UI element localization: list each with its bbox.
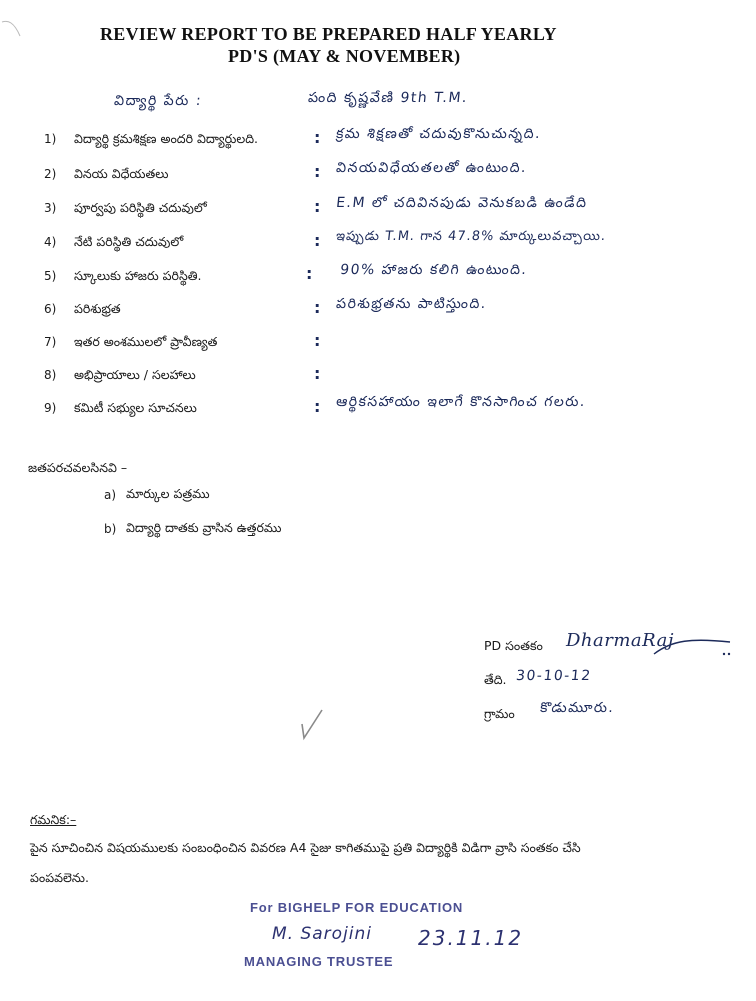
item-answer: 90% హాజరు కలిగి ఉంటుంది. <box>339 262 529 278</box>
item-number: 7) <box>44 335 57 349</box>
pd-date-value: 30-10-12 <box>515 668 593 684</box>
stamp-date: 23.11.12 <box>418 926 524 950</box>
stamp-title: MANAGING TRUSTEE <box>244 954 394 969</box>
student-name-value: పంది కృష్ణవేణి 9th T.M. <box>307 90 469 106</box>
stamp-signature: M. Sarojini <box>272 924 373 944</box>
item-label: విద్యార్థి క్రమశిక్షణ అందరి విద్యార్థులది. <box>74 131 259 146</box>
tick-mark-icon <box>296 706 326 742</box>
stamp-organization: For BIGHELP FOR EDUCATION <box>250 900 464 915</box>
item-colon: : <box>314 298 321 317</box>
attachments-heading: జతపరచవలసినవి – <box>28 460 128 475</box>
item-colon: : <box>314 364 321 383</box>
note-line-1: పైన సూచించిన విషయములకు సంబంధించిన వివరణ A4 సైజు కాగితముపై ప్రతి విద్యార్థికి విడిగా వ్రాసి సంతకం చేసి <box>30 840 581 855</box>
item-label: స్కూలుకు హాజరు పరిస్థితి. <box>74 268 202 283</box>
item-label: పూర్వపు పరిస్థితి చదువులో <box>74 200 207 215</box>
item-label: అభిప్రాయాలు / సలహాలు <box>74 367 196 382</box>
item-label: పరిశుభ్రత <box>74 301 121 316</box>
corner-mark-icon <box>0 18 24 40</box>
item-colon: : <box>314 231 321 250</box>
attachment-label-b: విద్యార్థి దాతకు వ్రాసిన ఉత్తరము <box>126 520 282 535</box>
item-number: 9) <box>44 401 57 415</box>
item-answer: పరిశుభ్రతను పాటిస్తుంది. <box>335 296 488 312</box>
pd-date-label: తేది. <box>484 672 507 687</box>
item-number: 6) <box>44 302 57 316</box>
item-colon: : <box>314 128 321 147</box>
report-subtitle: PD'S (MAY & NOVEMBER) <box>228 46 461 66</box>
item-number: 5) <box>44 269 57 283</box>
item-number: 1) <box>44 132 57 146</box>
pd-village-value: కొడుమూరు. <box>539 700 616 716</box>
attachment-marker-b: b) <box>104 522 117 536</box>
item-answer: ఆర్థికసహాయం ఇలాగే కొనసాగించ గలరు. <box>335 394 587 410</box>
pd-signature: DharmaRaj <box>566 630 674 651</box>
item-number: 3) <box>44 201 57 215</box>
attachment-marker-a: a) <box>104 488 117 502</box>
report-title: REVIEW REPORT TO BE PREPARED HALF YEARLY <box>100 24 557 44</box>
item-number: 4) <box>44 235 57 249</box>
item-number: 8) <box>44 368 57 382</box>
item-colon: : <box>314 197 321 216</box>
item-label: కమిటీ సభ్యుల సూచనలు <box>74 400 197 415</box>
item-label: ఇతర అంశములలో ప్రావీణ్యత <box>74 334 218 349</box>
note-heading: గమనిక:– <box>30 812 77 827</box>
item-answer: E.M లో చదివినపుడు వెనుకబడి ఉండేది <box>335 195 589 211</box>
item-colon: : <box>314 397 321 416</box>
item-answer: క్రమ శిక్షణతో చదువుకొనుచున్నది. <box>335 126 543 142</box>
signature-flourish-icon <box>652 634 732 660</box>
item-number: 2) <box>44 167 57 181</box>
item-colon: : <box>306 264 313 283</box>
item-colon: : <box>314 162 321 181</box>
item-answer: వినయవిధేయతలతో ఉంటుంది. <box>335 160 528 176</box>
item-answer: ఇప్పుడు T.M. గాన 47.8% మార్కులువచ్చాయి. <box>335 229 607 244</box>
pd-village-label: గ్రామం <box>484 706 515 721</box>
item-label: వినయ విధేయతలు <box>74 166 169 181</box>
attachment-label-a: మార్కుల పత్రము <box>126 486 210 501</box>
note-line-2: పంపవలెను. <box>30 870 89 885</box>
item-label: నేటి పరిస్థితి చదువులో <box>74 234 184 249</box>
pd-signature-label: PD సంతకం <box>484 638 543 653</box>
student-name-label: విద్యార్థి పేరు : <box>113 93 203 109</box>
item-colon: : <box>314 331 321 350</box>
